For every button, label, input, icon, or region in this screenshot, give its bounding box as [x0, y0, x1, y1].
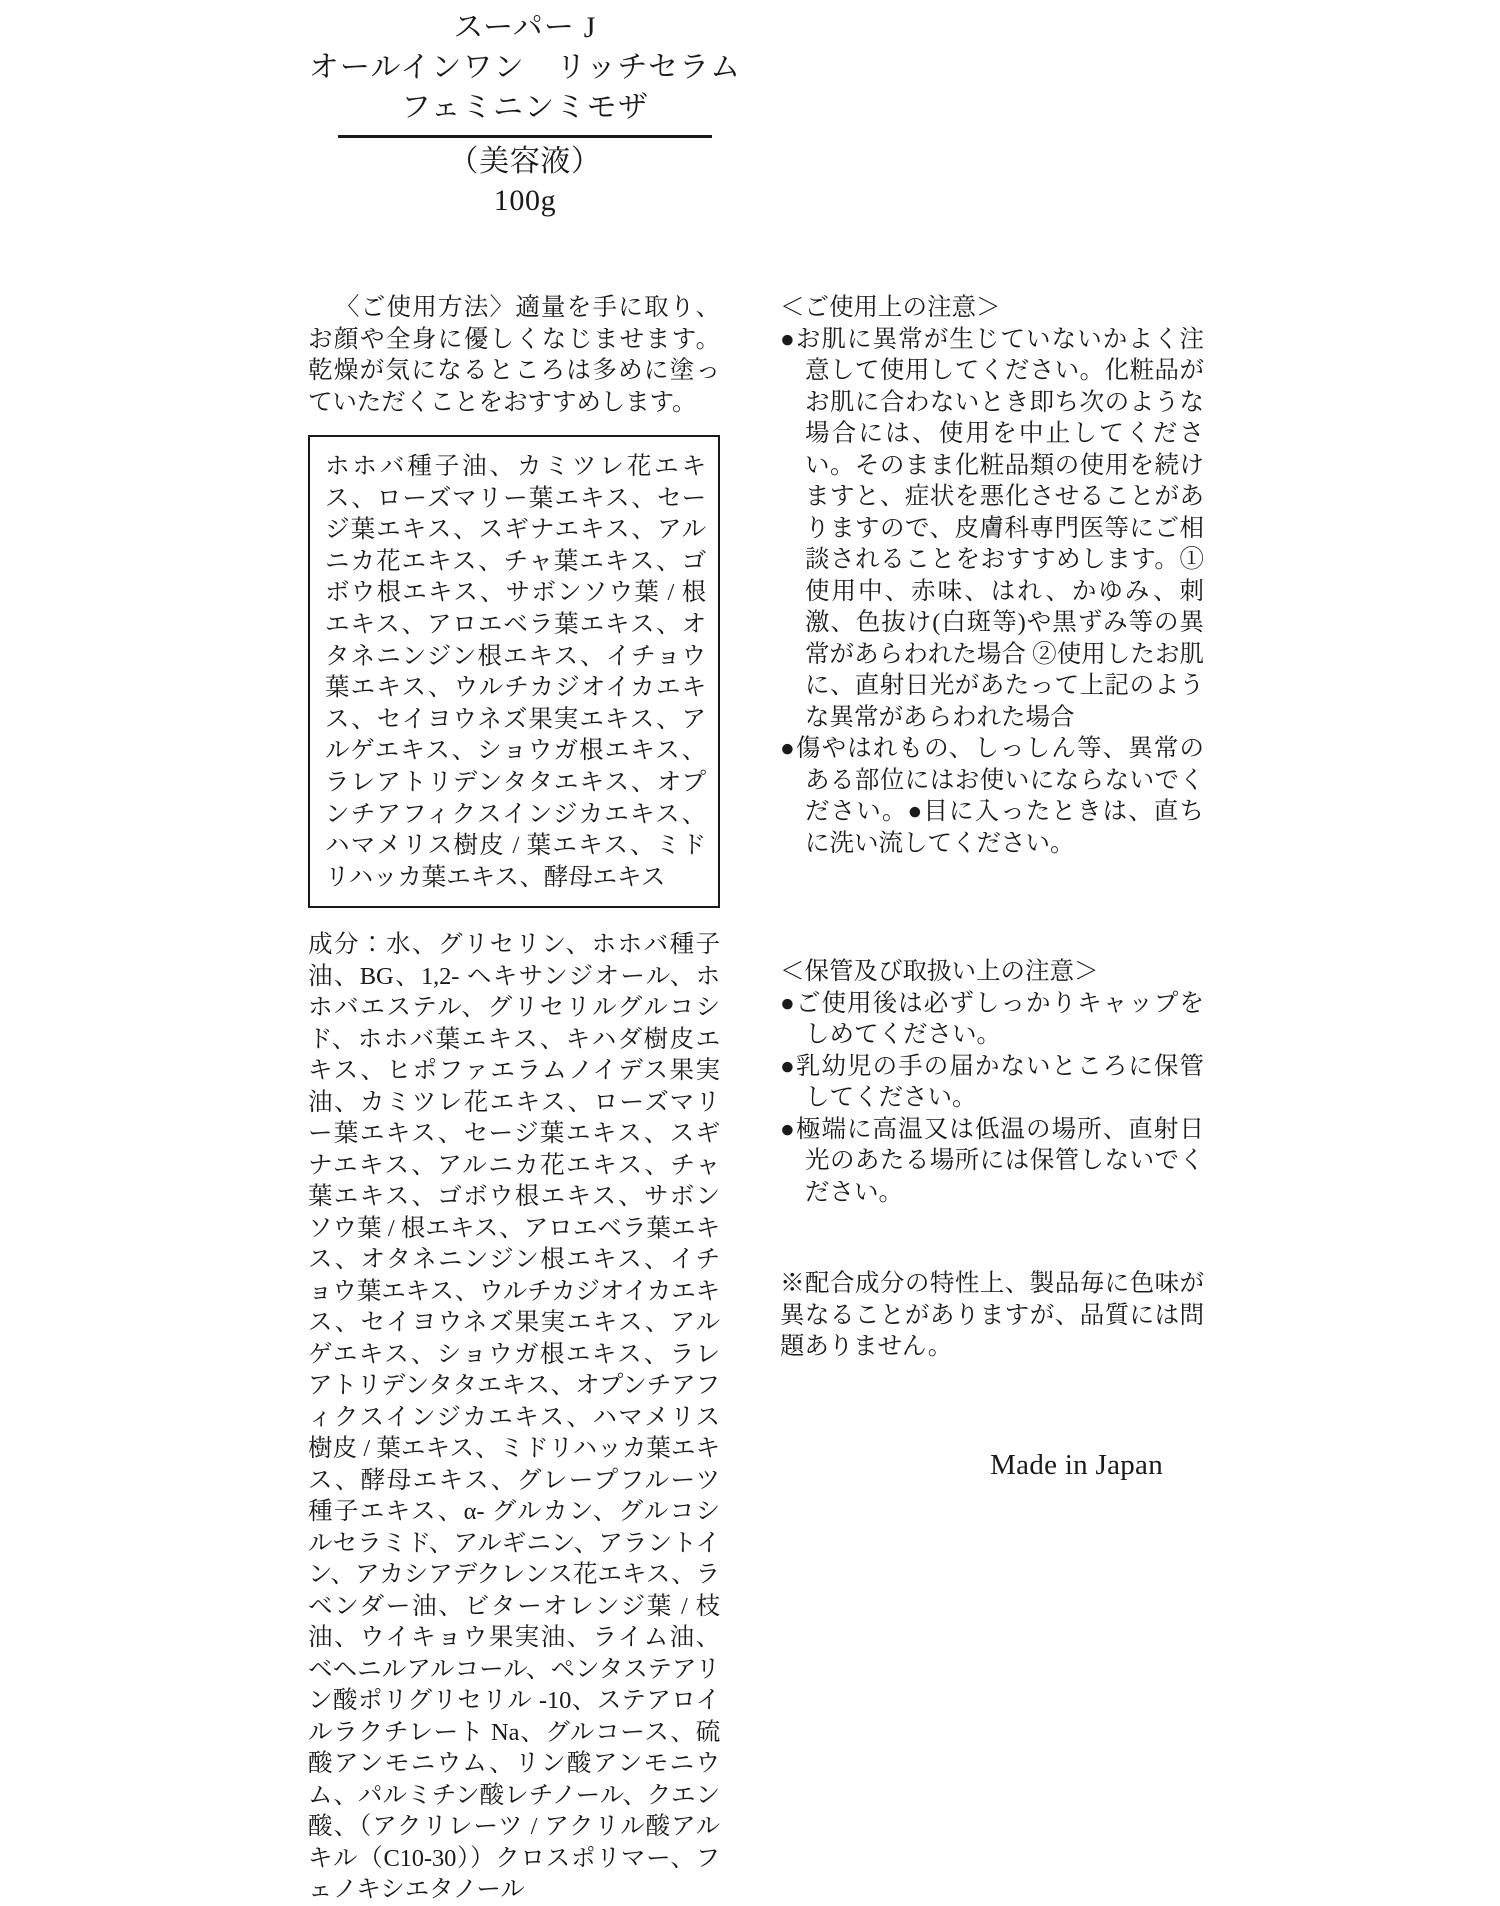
highlight-ingredients-box: [308, 435, 720, 908]
highlight-ingredients-text: ホホバ種子油、カミツレ花エキス、ローズマリー葉エキス、セージ葉エキス、スギナエキス、アルニカ花エキス、チャ葉エキス、ゴボウ根エキス、サボンソウ葉 / 根エキス、アロエベラ葉エキス、オタネニンジン根エキス、イチョウ葉エキス、ウルチカジオイカエキス、セイヨウネズ果実エキス、アルゲエキス、ショウガ根エキス、ラレアトリデンタタエキス、オプンチアフィクスインジカエキス、ハマメリス樹皮 / 葉エキス、ミドリハッカ葉エキス、酵母エキス: [325, 453, 706, 891]
storage-item: ●ご使用後は必ずしっかりキャップをしめてください。: [780, 989, 1204, 1048]
net-weight: 100g: [493, 184, 557, 217]
caution-item: ●お肌に異常が生じていないかよく注意して使用してください。化粧品がお肌に合わないとき即ち次のような場合には、使用を中止してください。そのまま化粧品類の使用を続けますと、症状を悪化させることがありますので、皮膚科専門医等にご相談されることをおすすめします。①使用中、赤味、はれ、かゆみ、刺激、色抜け(白斑等)や黒ずみ等の異常があらわれた場合 ②使用したお肌に、直射日光があたって上記のような異常があらわれた場合: [780, 325, 1204, 731]
usage-instructions: 〈ご使用方法〉適量を手に取り、お顔や全身に優しくなじませます。乾燥が気になるところは多めに塗っていただくことをおすすめします。: [308, 294, 720, 416]
title-divider: [338, 135, 712, 138]
label-header: [300, 8, 750, 220]
brand-name: スーパー J: [453, 11, 597, 44]
product-name: オールインワン リッチセラム: [308, 51, 742, 84]
left-column: [308, 292, 720, 1906]
storage-section: [780, 956, 1204, 1208]
storage-item: ●乳幼児の手の届かないところに保管してください。: [780, 1052, 1204, 1111]
full-ingredients-list: 成分：水、グリセリン、ホホバ種子油、BG、1,2- ヘキサンジオール、ホホバエステル、グリセリルグルコシド、ホホバ葉エキス、キハダ樹皮エキス、ヒポファエラムノイデス果実油、カミツレ花エキス、ローズマリー葉エキス、セージ葉エキス、スギナエキス、アルニカ花エキス、チャ葉エキス、ゴボウ根エキス、サボンソウ葉 / 根エキス、アロエベラ葉エキス、オタネニンジン根エキス、イチョウ葉エキス、ウルチカジオイカエキス、セイヨウネズ果実エキス、アルゲエキス、ショウガ根エキス、ラレアトリデンタタエキス、オプンチアフィクスインジカエキス、ハマメリス樹皮 / 葉エキス、ミドリハッカ葉エキス、酵母エキス、グレープフルーツ種子エキス、α- グルカン、グルコシルセラミド、アルギニン、アラントイン、アカシアデクレンス花エキス、ラベンダー油、ビターオレンジ葉 / 枝油、ウイキョウ果実油、ライム油、ベヘニルアルコール、ペンタステアリン酸ポリグリセリル -10、ステアロイルラクチレート Na、グルコース、硫酸アンモニウム、リン酸アンモニウム、パルミチン酸レチノール、クエン酸、（アクリレーツ / アクリル酸アルキル（C10-30））クロスポリマー、フェノキシエタノール: [308, 931, 720, 1904]
storage-heading: ＜保管及び取扱い上の注意＞: [780, 958, 1099, 985]
caution-heading: ＜ご使用上の注意＞: [780, 294, 1001, 321]
right-column: [780, 292, 1204, 1363]
product-variant: フェミニンミモザ: [400, 91, 650, 124]
product-category: （美容液）: [448, 145, 602, 178]
caution-section: [780, 292, 1204, 859]
color-variation-note-text: ※配合成分の特性上、製品毎に色味が異なることがありますが、品質には問題ありません。: [780, 1270, 1204, 1360]
storage-item: ●極端に高温又は低温の場所、直射日光のあたる場所には保管しないでください。: [780, 1115, 1204, 1206]
color-variation-note: [780, 1268, 1204, 1363]
caution-item: ●傷やはれもの、しっしん等、異常のある部位にはお使いにならないでください。●目に入ったときは、直ちに洗い流してください。: [780, 735, 1204, 857]
made-in-japan: Made in Japan: [990, 1449, 1163, 1481]
